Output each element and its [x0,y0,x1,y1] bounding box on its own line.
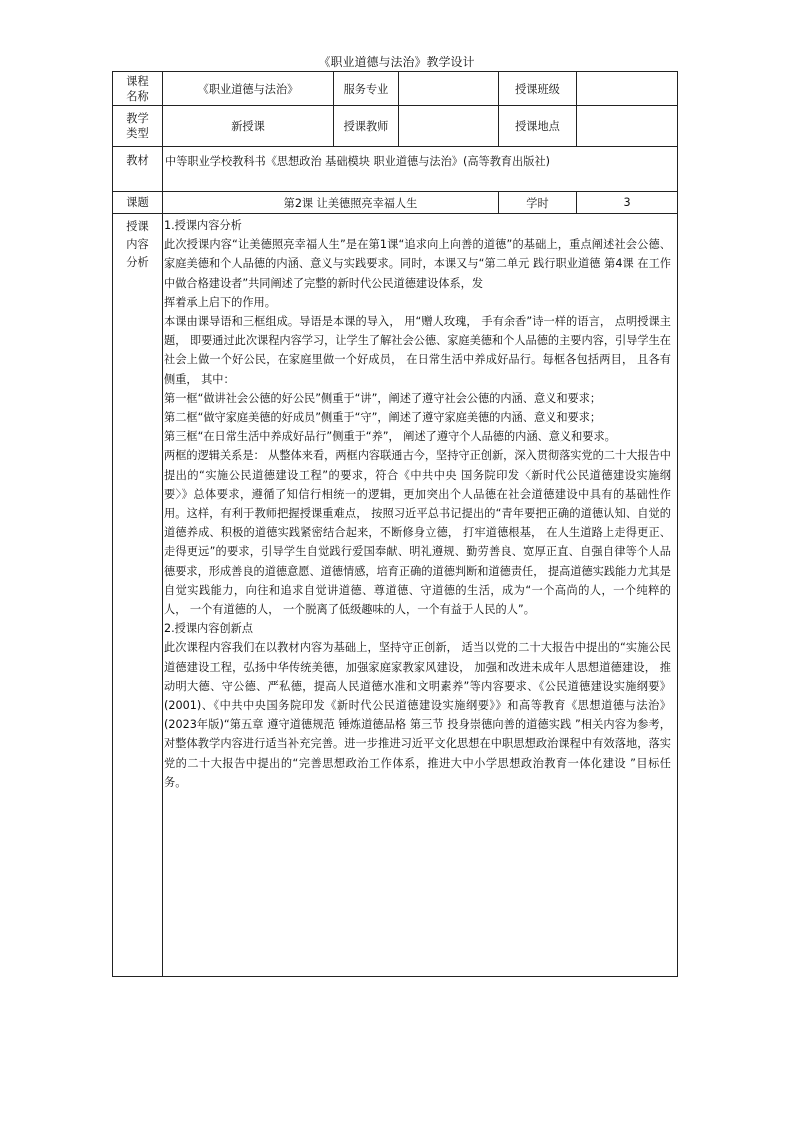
teacher-label: 授课教师 [334,106,399,147]
hours-label: 学时 [499,192,577,214]
hours-value: 3 [577,192,678,214]
section-heading: 1.授课内容分析 [164,219,242,232]
paragraph: 此次课程内容我们在以教材内容为基础上，坚持守正创新， 适当以党的二十大报告中提出的“实施公民道德建设工程，弘扬中华传统美德，加强家庭家教家风建设， 加强和改进未成年人思想道德建设， 推动明大德、守公德、严私德，提高人民道德水准和文明素养”等内容要求、《公民道德建设实施纲要》(2001)、《中共中央国务院印发《新时代公民道德建设实施纲要》》和高等教育《思想道德与法治》(2023年版)“第五章 遵守道德规范 锤炼道德品格 第三节 投身崇德向善的道德实践 ”相关内容为参考， 对整体教学内容进行适当补充完善。进一步推进习近平文化思想在中职思想政治课程中有效落地，落实党的二十大报告中提出的“完善思想政治工作体系，推进大中小学思想政治教育一体化建设 ”目标任务。 [164,641,671,789]
class-value [577,72,678,106]
course-name-label-text: 课程 名称 [126,74,149,103]
table-row [113,147,678,192]
analysis-label-text: 授课 内容 分析 [126,220,149,269]
paragraph: 本课由课导语和三框组成。导语是本课的导入， 用“赠人玫瑰， 手有余香”诗一样的语言， 点明授课主题， 即要通过此次课程内容学习，让学生了解社会公德、家庭美德和个人品德的主要内容，引导学生在社会上做一个好公民，在家庭里做一个好成员， 在日常生活中养成好品行。每框各包括两目， 且各有侧重， 其中： [164,315,671,386]
type-label [113,106,163,147]
paragraph: 第二框“做守家庭美德的好成员”侧重于“守”，阐述了遵守家庭美德的内涵、意义和要求； [164,411,602,425]
course-name-label [113,72,163,106]
type-label-text: 教学 类型 [126,112,149,140]
topic-value: 第2课 让美德照亮幸福人生 [163,192,499,214]
textbook-value: 中等职业学校教科书《思想政治 基础模块 职业道德与法治》(高等教育出版社) [163,147,678,192]
table-row [113,214,678,977]
place-label: 授课地点 [499,106,577,147]
major-label: 服务专业 [334,72,399,106]
lesson-plan-table [112,71,678,977]
major-value [399,72,499,106]
paragraph: 此次授课内容“让美德照亮幸福人生”是在第1课“追求向上向善的道德”的基础上，重点阐述社会公德、家庭美德和个人品德的内涵、意义与实践要求。同时，本课又与“第二单元 践行职业道德 第4课 在工作中做合格建设者”共同阐述了完整的新时代公民道德建设体系，发 [164,238,671,290]
section-heading: 2.授课内容创新点 [164,622,253,636]
paragraph: 挥着承上启下的作用。 [164,295,276,309]
textbook-label: 教材 [113,147,163,192]
paragraph: 第三框“在日常生活中养成好品行”侧重于“养”， 阐述了遵守个人品德的内涵、意义和要求。 [164,430,616,444]
place-value [577,106,678,147]
course-name-value: 《职业道德与法治》 [163,72,334,106]
topic-label: 课题 [113,192,163,214]
document-title: 《职业道德与法治》教学设计 [318,55,475,69]
table-row [113,106,678,147]
analysis-label [113,214,163,977]
paragraph: 两框的逻辑关系是： 从整体来看，两框内容联通古今，坚持守正创新，深入贯彻落实党的二十大报告中提出的“实施公民道德建设工程”的要求，符合《中共中央 国务院印发〈新时代公民道德建设实施纲要〉》总体要求，遵循了知信行相统一的逻辑，更加突出个人品德在社会道德建设中具有的基础性作用。这样，有利于教师把握授课重难点， 按照习近平总书记提出的“青年要把正确的道德认知、自觉的道德养成、积极的道德实践紧密结合起来，不断修身立德， 打牢道德根基， 在人生道路上走得更正、走得更远”的要求，引导学生自觉践行爱国奉献、明礼遵规、勤劳善良、宽厚正直、自强自律等个人品德要求，形成善良的道德意愿、道德情感，培育正确的道德判断和道德责任， 提高道德实践能力尤其是自觉实践能力，向往和追求自觉讲道德、尊道德、守道德的生活，成为“一个高尚的人，一个纯粹的人， 一个有道德的人， 一个脱离了低级趣味的人，一个有益于人民的人”。 [164,449,671,617]
table-row [113,192,678,214]
analysis-content [163,214,678,977]
class-label: 授课班级 [499,72,577,106]
paragraph: 第一框“做讲社会公德的好公民”侧重于“讲”，阐述了遵守社会公德的内涵、意义和要求； [164,391,602,405]
type-value: 新授课 [163,106,334,147]
table-row [113,72,678,106]
teacher-value [399,106,499,147]
